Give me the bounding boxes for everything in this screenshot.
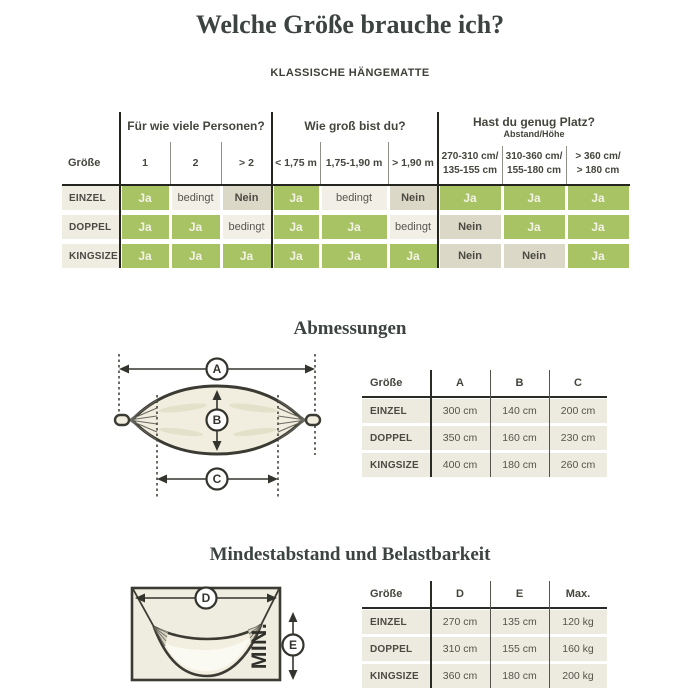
row-label: KINGSIZE <box>370 670 419 682</box>
col-header-space-large <box>566 150 630 177</box>
column-divider-line <box>490 581 491 688</box>
col-header-space-small-line1: 270-310 cm/ <box>441 151 499 162</box>
group-subheader-space: Abstand/Höhe <box>503 129 565 139</box>
value-cell: 155 cm <box>502 643 537 655</box>
arrowhead-left-icon <box>119 365 129 374</box>
clearance-col-max: Max. <box>565 588 591 600</box>
hanging-ring-left <box>115 415 129 425</box>
col-header-space-medium-line1: 310-360 cm/ <box>505 151 563 162</box>
size-row-label: DOPPEL <box>62 215 119 239</box>
dim-label-a: A <box>212 362 222 376</box>
dim-label-c: C <box>212 472 222 486</box>
value-cell: 300 cm <box>442 405 478 417</box>
size-cell: Ja <box>122 244 169 268</box>
size-cell: Ja <box>172 215 220 239</box>
clearance-corner-label: Größe <box>370 588 403 600</box>
value-cell: 180 cm <box>502 670 537 682</box>
col-header-space-small <box>438 150 502 177</box>
col-header-more-persons: > 2 <box>239 157 254 169</box>
arrowhead-right-icon <box>305 365 315 374</box>
dimensions-heading: Abmessungen <box>293 318 407 339</box>
dimensions-table <box>362 370 607 477</box>
size-decision-table <box>62 112 630 268</box>
value-cell: 160 cm <box>502 432 537 444</box>
dimensions-table-body <box>362 399 607 477</box>
dimensions-col-b: B <box>515 377 524 389</box>
subcolumn-divider-line <box>221 142 222 184</box>
size-cell: Nein <box>440 215 501 239</box>
col-header-under-175: < 1,75 m <box>275 157 317 169</box>
size-cell: bedingt <box>223 215 271 239</box>
dimensions-table-header <box>362 370 607 396</box>
column-divider-line <box>430 581 432 688</box>
size-row-label: KINGSIZE <box>62 244 119 268</box>
value-cell: 160 kg <box>562 643 594 655</box>
col-header-space-medium <box>502 150 566 177</box>
group-header-space: Hast du genug Platz? <box>472 115 595 129</box>
dimensions-corner-label: Größe <box>370 377 403 389</box>
group-divider-line <box>119 112 121 268</box>
table-row <box>362 637 607 661</box>
size-cell: Ja <box>122 186 169 210</box>
subcolumn-divider-line <box>566 146 567 184</box>
table-row <box>362 610 607 634</box>
subcolumn-divider-line <box>170 142 171 184</box>
column-divider-line <box>430 370 432 477</box>
dim-label-e: E <box>288 638 298 652</box>
col-header-2-persons: 2 <box>192 157 199 169</box>
size-cell: Ja <box>568 215 629 239</box>
size-cell: Ja <box>322 244 387 268</box>
dim-label-d: D <box>201 591 211 605</box>
size-cell: bedingt <box>390 215 437 239</box>
arrowhead-left-icon <box>157 475 167 484</box>
clearance-table <box>362 581 607 688</box>
value-cell: 200 kg <box>562 670 594 682</box>
group-divider-line <box>437 112 439 268</box>
col-header-space-large-line1: > 360 cm/ <box>575 151 621 162</box>
dimensions-col-c: C <box>574 377 582 389</box>
row-label: EINZEL <box>370 405 407 417</box>
page-subtitle: KLASSISCHE HÄNGEMATTE <box>270 67 430 79</box>
size-cell: Ja <box>223 244 271 268</box>
clearance-heading: Mindestabstand und Belastbarkeit <box>209 544 491 565</box>
value-cell: 230 cm <box>560 432 596 444</box>
subcolumn-divider-line <box>388 142 389 184</box>
hammock-side-view-diagram <box>115 573 320 695</box>
size-cell: Ja <box>504 186 565 210</box>
row-label: DOPPEL <box>370 432 413 444</box>
col-header-over-190: > 1,90 m <box>392 157 434 169</box>
column-divider-line <box>490 370 491 477</box>
size-cell: Nein <box>440 244 501 268</box>
row-label: KINGSIZE <box>370 459 419 471</box>
column-divider-line <box>549 581 550 688</box>
arrowhead-right-icon <box>268 475 278 484</box>
table-row <box>362 664 607 688</box>
group-header-body-height: Wie groß bist du? <box>304 119 406 133</box>
column-divider-line <box>549 370 550 477</box>
table-row <box>362 426 607 450</box>
row-label: DOPPEL <box>370 643 413 655</box>
size-cell: Nein <box>390 186 437 210</box>
header-body-divider-line <box>362 607 607 609</box>
dim-label-b: B <box>212 413 222 427</box>
size-cell: Nein <box>504 244 565 268</box>
clearance-table-header <box>362 581 607 607</box>
size-table-corner-label: Größe <box>68 157 101 169</box>
size-cell: Ja <box>274 244 319 268</box>
subcolumn-divider-line <box>502 146 503 184</box>
size-cell: Ja <box>504 215 565 239</box>
value-cell: 180 cm <box>502 459 537 471</box>
size-cell: Ja <box>568 244 629 268</box>
arrowhead-up-icon <box>289 612 298 622</box>
size-cell: Ja <box>274 215 319 239</box>
size-cell: Ja <box>322 215 387 239</box>
col-header-space-medium-line2: 155-180 cm <box>507 164 561 176</box>
arrowhead-down-icon <box>289 670 298 680</box>
clearance-col-d: D <box>456 588 464 600</box>
min-height-label: MIN. <box>248 622 271 670</box>
col-header-1-person: 1 <box>142 157 148 169</box>
value-cell: 120 kg <box>562 616 594 628</box>
size-cell: Ja <box>172 244 220 268</box>
clearance-col-e: E <box>515 588 524 600</box>
size-table-body <box>62 186 630 268</box>
value-cell: 360 cm <box>442 670 478 682</box>
table-row <box>362 399 607 423</box>
row-label: EINZEL <box>370 616 407 628</box>
header-body-divider-line <box>362 396 607 398</box>
hammock-top-view-diagram <box>105 350 335 502</box>
value-cell: 270 cm <box>442 616 478 628</box>
col-header-space-small-line2: 135-155 cm <box>443 164 497 176</box>
value-cell: 400 cm <box>442 459 478 471</box>
value-cell: 135 cm <box>502 616 537 628</box>
header-body-divider-line <box>62 184 630 186</box>
size-cell: Ja <box>568 186 629 210</box>
group-divider-line <box>271 112 273 268</box>
size-cell: Ja <box>122 215 169 239</box>
value-cell: 310 cm <box>442 643 478 655</box>
size-cell: Ja <box>440 186 501 210</box>
dimensions-col-a: A <box>456 377 464 389</box>
value-cell: 260 cm <box>560 459 596 471</box>
hanging-ring-right <box>306 415 320 425</box>
size-row-label: EINZEL <box>62 186 119 210</box>
subcolumn-divider-line <box>320 142 321 184</box>
size-cell: Nein <box>223 186 271 210</box>
group-header-persons: Für wie viele Personen? <box>127 119 265 133</box>
page-title: Welche Größe brauche ich? <box>195 10 505 39</box>
col-header-space-large-line2: > 180 cm <box>576 164 620 176</box>
col-header-175-190: 1,75-1,90 m <box>325 157 383 169</box>
value-cell: 350 cm <box>442 432 478 444</box>
size-cell: bedingt <box>322 186 387 210</box>
value-cell: 200 cm <box>560 405 596 417</box>
size-cell: bedingt <box>172 186 220 210</box>
value-cell: 140 cm <box>502 405 537 417</box>
size-cell: Ja <box>274 186 319 210</box>
size-cell: Ja <box>390 244 437 268</box>
table-row <box>362 453 607 477</box>
clearance-table-body <box>362 610 607 688</box>
